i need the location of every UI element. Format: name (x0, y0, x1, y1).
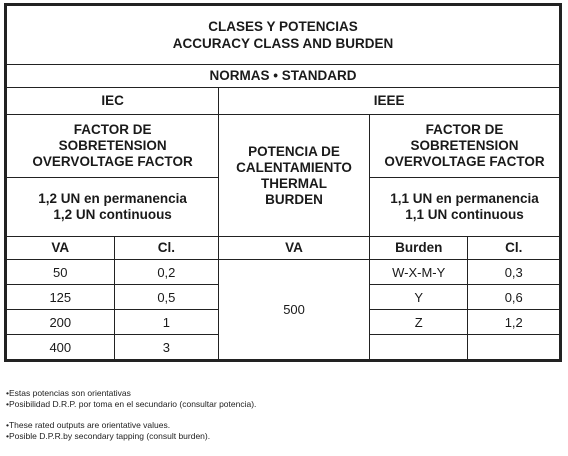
thermal-line2: CALENTAMIENTO (236, 159, 352, 175)
ieee-rating (369, 178, 560, 237)
title-es: CLASES Y POTENCIAS (208, 19, 358, 34)
ieee-cl-cell: 0,6 (468, 285, 561, 310)
ieee-burden-cell: W-X-M-Y (369, 260, 468, 285)
iec-factor-es-1: FACTOR DE (73, 122, 152, 137)
ieee-rating-en: 1,1 UN continuous (405, 207, 524, 222)
note-line: •Posibilidad D.R.P. por toma en el secundario (consultar potencia). (6, 399, 257, 409)
thermal-va-value: 500 (219, 260, 370, 361)
ieee-burden-cell (369, 335, 468, 361)
ieee-factor-en: OVERVOLTAGE FACTOR (384, 154, 545, 169)
iec-rating-es: 1,2 UN en permanencia (38, 191, 187, 206)
note-line: •Estas potencias son orientativas (6, 388, 131, 398)
standard-row: NORMAS • STANDARD (6, 65, 561, 88)
ieee-rating-es: 1,1 UN en permanencia (390, 191, 539, 206)
iec-header: IEC (6, 88, 219, 115)
thermal-line4: BURDEN (265, 191, 323, 207)
iec-cl-cell: 0,2 (114, 260, 219, 285)
accuracy-class-table (4, 3, 562, 362)
ieee-overvoltage-factor (369, 115, 560, 178)
ieee-col-burden: Burden (369, 237, 468, 260)
iec-cl-cell: 0,5 (114, 285, 219, 310)
iec-rating (6, 178, 219, 237)
iec-factor-en: OVERVOLTAGE FACTOR (32, 154, 193, 169)
iec-rating-en: 1,2 UN continuous (53, 207, 172, 222)
ieee-factor-es-2: SOBRETENSION (410, 138, 519, 153)
thermal-line1: POTENCIA DE (248, 143, 340, 159)
iec-overvoltage-factor (6, 115, 219, 178)
iec-factor-es-2: SOBRETENSION (58, 138, 167, 153)
title-en: ACCURACY CLASS AND BURDEN (172, 36, 394, 51)
thermal-line3: THERMAL (261, 175, 328, 191)
iec-cl-cell: 3 (114, 335, 219, 361)
ieee-col-cl: Cl. (468, 237, 561, 260)
ieee-cl-cell (468, 335, 561, 361)
iec-va-cell: 200 (6, 310, 115, 335)
iec-cl-cell: 1 (114, 310, 219, 335)
ieee-header: IEEE (219, 88, 561, 115)
ieee-factor-es-1: FACTOR DE (425, 122, 504, 137)
table-title (6, 5, 561, 65)
thermal-burden-header (219, 115, 370, 237)
ieee-burden-cell: Z (369, 310, 468, 335)
notes-spanish (6, 388, 256, 410)
ieee-burden-cell: Y (369, 285, 468, 310)
notes-english (6, 420, 210, 442)
spec-table-container (4, 3, 564, 362)
iec-va-cell: 50 (6, 260, 115, 285)
ieee-cl-cell: 1,2 (468, 310, 561, 335)
iec-col-cl: Cl. (114, 237, 219, 260)
iec-va-cell: 125 (6, 285, 115, 310)
thermal-col-va: VA (219, 237, 370, 260)
iec-col-va: VA (6, 237, 115, 260)
note-line: •These rated outputs are orientative values. (6, 420, 171, 430)
ieee-cl-cell: 0,3 (468, 260, 561, 285)
iec-va-cell: 400 (6, 335, 115, 361)
note-line: •Posible D.P.R.by secondary tapping (consult burden). (6, 431, 211, 441)
